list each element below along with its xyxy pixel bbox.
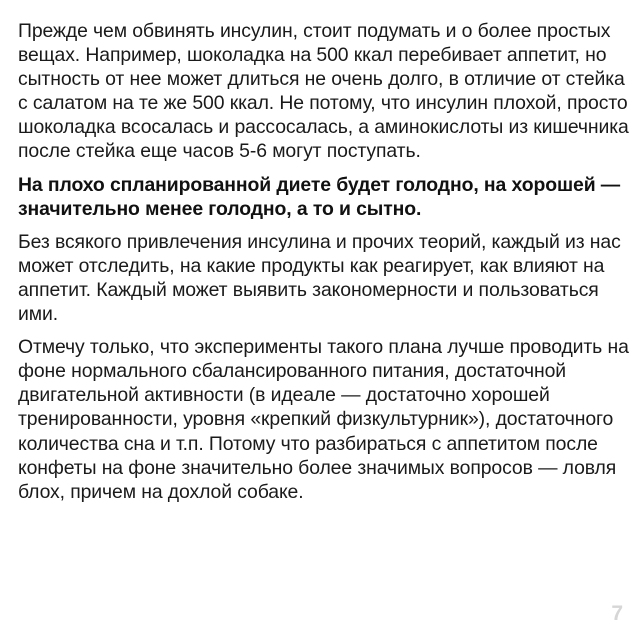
paragraph-track-appetite: Без всякого привлечения инсулина и прочих теорий, каждый из нас может отследить, на какие продукты как реагирует, как влияют на аппетит. Каждый может выявить закономерности и пользоваться ими.	[18, 230, 621, 326]
paragraph-experiments-advice: Отмечу только, что эксперименты такого плана лучше проводить на фоне нормального сбалансированного питания, достаточной двигательной активности (в идеале — достаточно хорошей тренированности, уровня «крепкий физкультурник»), достаточного количества сна и т.п. Потому что разбираться с аппетитом после конфеты на фоне значительно более значимых вопросов — ловля блох, причем на дохлой собаке.	[18, 336, 629, 503]
paragraph-insulin-chocolate: Прежде чем обвинять инсулин, стоит подумать и о более простых вещах. Например, шоколадка на 500 ккал перебивает аппетит, но сытность от нее может длиться не очень долго, в отличие от стейка с салатом на те же 500 ккал. Не потому, что инсулин плохой, просто шоколадка всосалась и рассосалась, а аминокислоты из кишечника после стейка еще часов 5-6 могут поступать.	[18, 20, 629, 163]
page-number: 7	[611, 602, 623, 625]
paragraph-diet-summary-bold: На плохо спланированной диете будет голодно, на хорошей — значительно менее голодно, а то и сытно.	[18, 173, 621, 220]
document-page	[18, 19, 630, 504]
